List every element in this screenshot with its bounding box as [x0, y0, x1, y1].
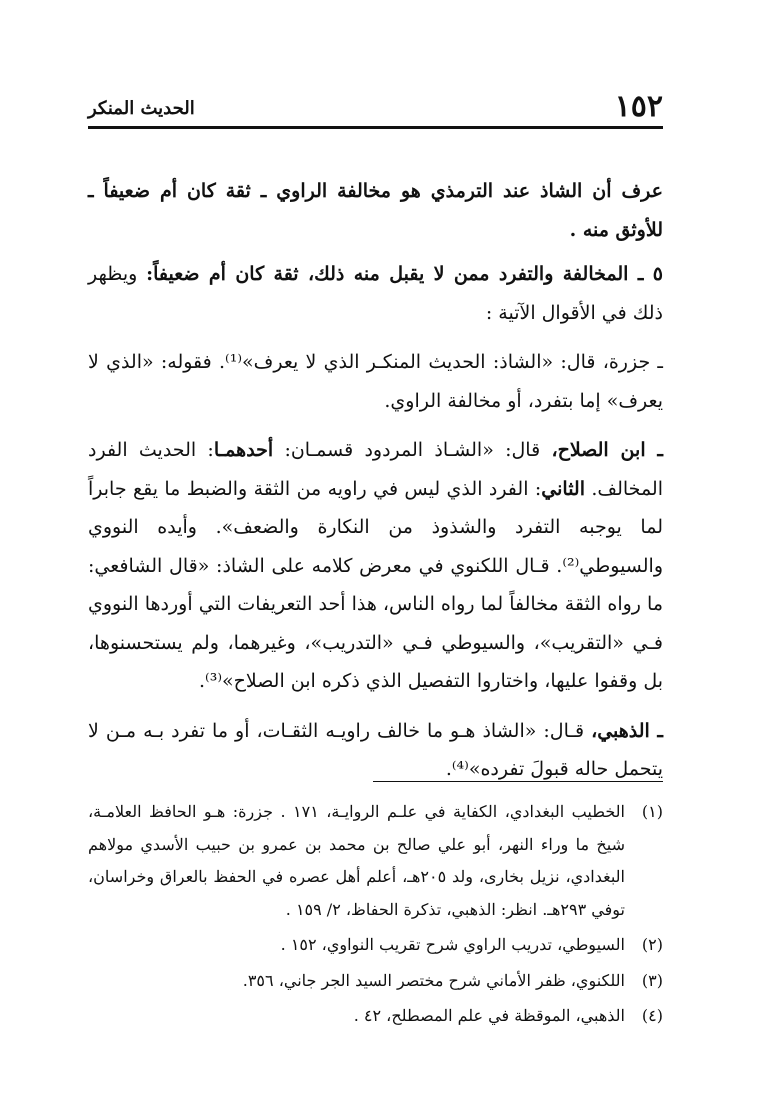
ibn-salah-text-b: : الحديث الفرد المخالف.	[88, 439, 663, 500]
jazara-text: ـ جزرة، قال: «الشاذ: الحديث المنكـر الذي لا يعرف»⁽¹⁾. فقوله: «الذي لا يعرف» إما بتفرد، أو مخالفة الراوي.	[88, 351, 663, 412]
page-number: ١٥٢	[614, 89, 663, 124]
footnote-1	[88, 796, 663, 926]
footnote-number: (١)	[641, 802, 663, 821]
footnote-2	[88, 929, 663, 962]
paragraph-dhahabi	[88, 712, 663, 789]
header-rule	[88, 126, 663, 129]
dhahabi-heading: ـ الذهبي،	[591, 719, 663, 742]
intro-text: عرف أن الشاذ عند الترمذي هو مخالفة الراوي ـ ثقة كان أم ضعيفاً ـ للأوثق منه .	[88, 180, 663, 241]
dhahabi-text: قـال: «الشاذ هـو ما خالف راويـه الثقـات، أو ما تفرد بـه مـن لا يتحمل حاله قبولَ تفرده»⁽⁴⁾.	[88, 719, 663, 780]
ibn-salah-text-c: : الفرد الذي ليس في راويه من الثقة والضبط ما يقع جابراً لما يوجبه التفرد والشذوذ من النكارة والضعف». وأيده النووي والسيوطي⁽²⁾. قـال اللكنوي في معرض كلامه على الشاذ: «قال الشافعي: ما رواه الثقة مخالفاً لما رواه الناس، هذا أحد التعريفات التي أوردها النووي فـي «التقريب»، والسيوطي فـي «التدريب»، وغيرهما، ولم يستحسنوها، بل وقفوا عليها، واختاروا التفصيل الذي ذكره ابن الصلاح»⁽³⁾.	[88, 477, 663, 692]
paragraph-ibn-salah	[88, 431, 663, 701]
footnote-text: السيوطي، تدريب الراوي شرح تقريب النواوي، ١٥٢ .	[280, 935, 625, 954]
footnote-separator	[373, 781, 663, 782]
footnote-number: (٤)	[641, 1006, 663, 1025]
footnote-text: الذهبي، الموقظة في علم المصطلح، ٤٢ .	[353, 1006, 625, 1025]
footnote-text: الخطيب البغدادي، الكفاية في علـم الروايـة، ١٧١ . جزرة: هـو الحافظ العلامـة، شيخ ما وراء النهر، أبو علي صالح بن محمد بن عمرو بن حبيب الأسدي مولاهم البغدادي، نزيل بخارى، ولد ٢٠٥هـ، أعلم أهل عصره في الحفظ بالعراق وخراسان، توفي ٢٩٣هـ. انظر: الذهبي، تذكرة الحفاظ، ٢/ ١٥٩ .	[88, 802, 625, 919]
ibn-salah-first-label: أحدهمـا	[213, 439, 274, 461]
footnote-number: (٣)	[641, 970, 663, 990]
page-header	[88, 82, 663, 122]
section-5-heading: ٥ ـ المخالفة والتفرد ممن لا يقبل منه ذلك، ثقة كان أم ضعيفاً:	[146, 263, 663, 285]
paragraph-section-5	[88, 255, 663, 332]
footnote-number: (٢)	[641, 935, 663, 954]
main-text	[88, 172, 663, 800]
section-5-text: ويظهر ذلك في الأقوال الآتية :	[88, 263, 663, 324]
running-title: الحديث المنكر	[88, 98, 195, 119]
ibn-salah-heading: ـ ابن الصلاح،	[551, 439, 664, 461]
footnote-4	[88, 1000, 663, 1033]
ibn-salah-text-a: قال: «الشـاذ المردود قسمـان:	[273, 439, 552, 461]
footnotes	[88, 796, 663, 1036]
footnote-text: اللكنوي، ظفر الأماني شرح مختصر السيد الجر جاني، ٣٥٦.	[242, 970, 625, 990]
footnote-3	[88, 965, 663, 998]
paragraph-intro	[88, 172, 663, 249]
ibn-salah-second-label: الثاني	[541, 477, 585, 500]
paragraph-jazara	[88, 343, 663, 420]
